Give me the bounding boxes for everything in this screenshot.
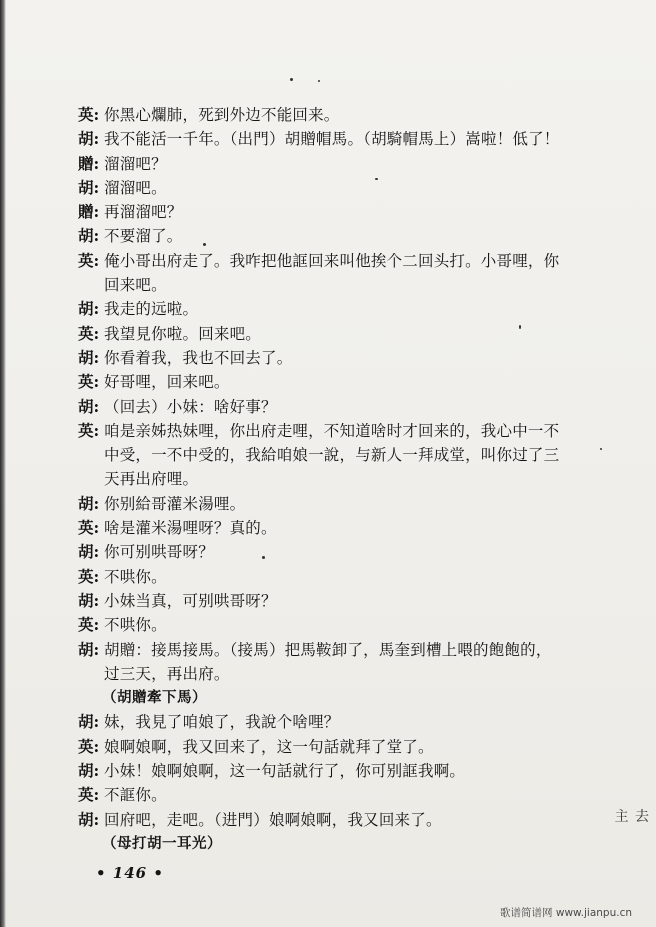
script-body bbox=[78, 103, 608, 856]
speaker-label: 胡: bbox=[78, 226, 100, 246]
speaker-label: 胡: bbox=[78, 639, 100, 659]
speaker-label: 胡: bbox=[78, 590, 100, 610]
dialogue-text: （回去）小妹：啥好事？ bbox=[104, 397, 277, 416]
dialogue-line bbox=[78, 735, 608, 759]
speaker-label: 英: bbox=[78, 615, 100, 635]
page-number: • 146 • bbox=[96, 864, 164, 882]
speaker-label: 英: bbox=[78, 420, 100, 440]
stage-direction bbox=[78, 832, 608, 856]
dialogue-text: 不哄你。 bbox=[104, 567, 167, 586]
stage-direction bbox=[78, 686, 608, 710]
speaker-label: 胡: bbox=[78, 299, 100, 319]
speaker-label: 贈: bbox=[78, 153, 100, 173]
dialogue-text: 小妹当真，可别哄哥呀？ bbox=[104, 591, 277, 610]
dialogue-line bbox=[78, 613, 608, 637]
stage-direction-text: （母打胡一耳光） bbox=[102, 834, 222, 852]
dialogue-text: 胡贈：接馬接馬。（接馬）把馬鞍卸了，馬奎到槽上喂的飽飽的， bbox=[104, 640, 552, 659]
dialogue-text: 你别給哥灌米湯哩。 bbox=[104, 494, 246, 513]
dialogue-line bbox=[78, 127, 608, 151]
dialogue-line-continued bbox=[78, 443, 608, 467]
dialogue-line-continued bbox=[78, 467, 608, 491]
scan-speck bbox=[290, 78, 293, 81]
speaker-label: 胡: bbox=[78, 129, 100, 149]
dialogue-line bbox=[78, 492, 608, 516]
dialogue-text: 我走的远啦。 bbox=[104, 300, 199, 319]
dialogue-line bbox=[78, 710, 608, 734]
dialogue-text: 你黑心爛肺，死到外边不能回来。 bbox=[104, 106, 340, 124]
dialogue-line bbox=[78, 200, 608, 224]
dialogue-text: 回来吧。 bbox=[104, 276, 167, 295]
speaker-label: 英: bbox=[78, 372, 100, 392]
dialogue-line-continued bbox=[78, 273, 608, 297]
dialogue-line bbox=[78, 370, 608, 394]
dialogue-text: 过三天，再出府。 bbox=[104, 664, 230, 683]
dialogue-text: 小妹！娘啊娘啊，这一句話就行了，你可别誆我啊。 bbox=[104, 762, 466, 781]
speaker-label: 胡: bbox=[78, 809, 100, 829]
speaker-label: 英: bbox=[78, 736, 100, 756]
dialogue-line bbox=[78, 808, 608, 832]
speaker-label: 胡: bbox=[78, 396, 100, 416]
dialogue-line bbox=[78, 224, 608, 248]
dialogue-text: 天再出府哩。 bbox=[104, 470, 199, 489]
dialogue-text: 回府吧，走吧。（进門）娘啊娘啊，我又回来了。 bbox=[104, 810, 442, 829]
dialogue-text: 我望見你啦。回来吧。 bbox=[104, 324, 262, 343]
speaker-label: 胡: bbox=[78, 761, 100, 781]
speaker-label: 胡: bbox=[78, 347, 100, 367]
speaker-label: 英: bbox=[78, 250, 100, 270]
dialogue-line bbox=[78, 249, 608, 273]
speaker-label: 胡: bbox=[78, 542, 100, 562]
dialogue-text: 啥是灌米湯哩呀？真的。 bbox=[104, 519, 277, 538]
dialogue-line bbox=[78, 103, 608, 127]
speaker-label: 胡: bbox=[78, 177, 100, 197]
dialogue-line bbox=[78, 759, 608, 783]
dialogue-text: 你可别哄哥呀？ bbox=[104, 543, 214, 562]
dialogue-text: 不要溜了。 bbox=[104, 227, 183, 246]
dialogue-line bbox=[78, 589, 608, 613]
dialogue-line bbox=[78, 783, 608, 807]
speaker-label: 英: bbox=[78, 518, 100, 538]
speaker-label: 英: bbox=[78, 785, 100, 805]
site-watermark: 歌谱简谱网 www.jianpu.cn bbox=[500, 907, 632, 919]
dialogue-text: 你看着我，我也不回去了。 bbox=[104, 348, 293, 367]
dialogue-text: 不哄你。 bbox=[104, 616, 167, 635]
dialogue-text: 溜溜吧。 bbox=[104, 178, 167, 197]
dialogue-line bbox=[78, 516, 608, 540]
speaker-label: 英: bbox=[78, 566, 100, 586]
speaker-label: 贈: bbox=[78, 202, 100, 222]
dialogue-line bbox=[78, 322, 608, 346]
stage-direction-text: （胡贈牽下馬） bbox=[102, 689, 207, 707]
dialogue-line bbox=[78, 176, 608, 200]
dialogue-text: 我不能活一千年。（出門）胡贈帽馬。（胡騎帽馬上）嵩啦！低了！ bbox=[104, 130, 560, 149]
dialogue-line bbox=[78, 395, 608, 419]
dialogue-text: 溜溜吧？ bbox=[104, 154, 167, 173]
dialogue-line bbox=[78, 346, 608, 370]
speaker-label: 英: bbox=[78, 105, 100, 124]
scan-speck bbox=[318, 80, 320, 82]
dialogue-text: 娘啊娘啊，我又回来了，这一句話就拜了堂了。 bbox=[104, 737, 434, 756]
dialogue-line bbox=[78, 540, 608, 564]
dialogue-text: 好哥哩，回来吧。 bbox=[104, 373, 230, 392]
dialogue-text: 中受，一不中受的，我給咱娘一說，与新人一拜成堂，叫你过了三 bbox=[104, 446, 560, 465]
speaker-label: 胡: bbox=[78, 493, 100, 513]
dialogue-text: 俺小哥出府走了。我咋把他誆回来叫他挨个二回头打。小哥哩，你 bbox=[104, 251, 560, 270]
dialogue-line bbox=[78, 297, 608, 321]
binding-edge-shadow bbox=[0, 0, 6, 927]
margin-mark: 主 去 bbox=[614, 809, 650, 825]
dialogue-text: 妹，我見了咱娘了，我說个啥哩？ bbox=[104, 713, 340, 732]
dialogue-text: 不誆你。 bbox=[104, 786, 167, 805]
speaker-label: 英: bbox=[78, 323, 100, 343]
dialogue-text: 再溜溜吧？ bbox=[104, 203, 183, 222]
dialogue-line bbox=[78, 152, 608, 176]
dialogue-text: 咱是亲姊热妹哩，你出府走哩，不知道啥时才回来的，我心中一不 bbox=[104, 421, 560, 440]
dialogue-line bbox=[78, 419, 608, 443]
dialogue-line-continued bbox=[78, 662, 608, 686]
dialogue-line bbox=[78, 565, 608, 589]
speaker-label: 胡: bbox=[78, 712, 100, 732]
dialogue-line bbox=[78, 638, 608, 662]
